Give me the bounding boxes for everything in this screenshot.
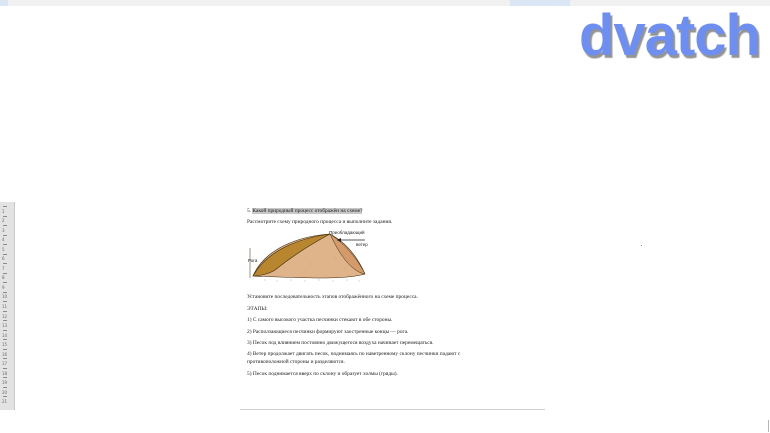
ruler-tick (3, 358, 7, 359)
ruler-number: 20 (2, 389, 8, 395)
ruler-number: 19 (2, 380, 8, 386)
instruction-text: Рассмотрите схему природного процесса и выполните задания. (247, 219, 393, 225)
ruler-number: 18 (2, 370, 8, 376)
stages-heading: ЭТАПЫ: (247, 306, 268, 312)
ruler-tick (3, 206, 7, 207)
ruler-tick (3, 387, 7, 388)
ruler-tick (3, 244, 7, 245)
ruler-tick (3, 320, 7, 321)
ruler-number: 10 (2, 294, 8, 300)
ruler-tick (3, 225, 7, 226)
ruler-tick (3, 349, 7, 350)
ruler-tick (3, 263, 7, 264)
ruler-number: 13 (2, 323, 8, 329)
ruler-tick (3, 339, 7, 340)
stage-item: 4) Ветер продолжает двигать песок, поднимаясь по наветренному склону песчинки падают с (247, 351, 461, 357)
stage-item: 2) Расползающиеся песчинки формируют заостренные концы — рога. (247, 329, 409, 335)
stage-item: 1) С самого высокого участка песчинки стекают в обе стороны. (247, 317, 393, 323)
ruler-number: 14 (2, 332, 8, 338)
horns-label: Рога (248, 258, 258, 263)
ruler-number: 21 (2, 399, 8, 405)
task-text: Установите последовательность этапов отображённого на схеме процесса. (247, 294, 418, 300)
stage-item: противоположной стороны и разделяются. (247, 359, 345, 365)
ruler-number: 12 (2, 313, 8, 319)
ruler-tick (3, 235, 7, 236)
ruler-tick (3, 254, 7, 255)
wind-label-bottom: ветер (356, 242, 368, 247)
stage-item: 3) Песок под влиянием постоянно движущегося воздуха начинает перемещаться. (247, 340, 434, 346)
ruler-tick (3, 396, 7, 397)
ruler-number: 8 (2, 275, 5, 281)
ruler-number: 3 (2, 227, 5, 233)
vertical-ruler[interactable] (0, 202, 15, 410)
page-bottom-edge (240, 409, 545, 410)
question-number: 5. (247, 208, 252, 214)
ruler-number: 11 (2, 304, 8, 309)
ruler-tick (3, 292, 7, 293)
ruler-tick (3, 330, 7, 331)
ruler-tick (3, 311, 7, 312)
ruler-number: 2 (2, 218, 5, 224)
scrollbar-marker[interactable] (768, 420, 769, 432)
ruler-number: 4 (2, 237, 5, 243)
ruler-number: 5 (2, 246, 5, 252)
question-title: Какой природный процесс отображён на схеме? (252, 208, 363, 214)
ruler-tick (3, 282, 7, 283)
ruler-number: 17 (2, 361, 8, 367)
wind-label-top: Преобладающий (329, 230, 365, 235)
ruler-tick (3, 301, 7, 302)
ruler-number: 1 (2, 208, 5, 214)
ruler-number: 9 (2, 284, 5, 290)
ruler-number: 7 (2, 265, 5, 271)
stray-dot (641, 245, 642, 246)
toolbar-segment (510, 0, 570, 6)
ruler-number: 15 (2, 342, 8, 348)
ruler-tick (3, 377, 7, 378)
ruler-number: 6 (2, 256, 5, 262)
watermark-logo: dvatch (579, 3, 760, 68)
ruler-tick (3, 216, 7, 217)
ruler-tick (3, 368, 7, 369)
ruler-number: 16 (2, 351, 8, 357)
toolbar-segment (0, 0, 8, 6)
ruler-tick (3, 273, 7, 274)
dune-diagram (245, 228, 380, 290)
stage-item: 5) Песок поднимается вверх по склону и образует холмы (гряды). (247, 371, 398, 377)
question-line (247, 208, 362, 214)
